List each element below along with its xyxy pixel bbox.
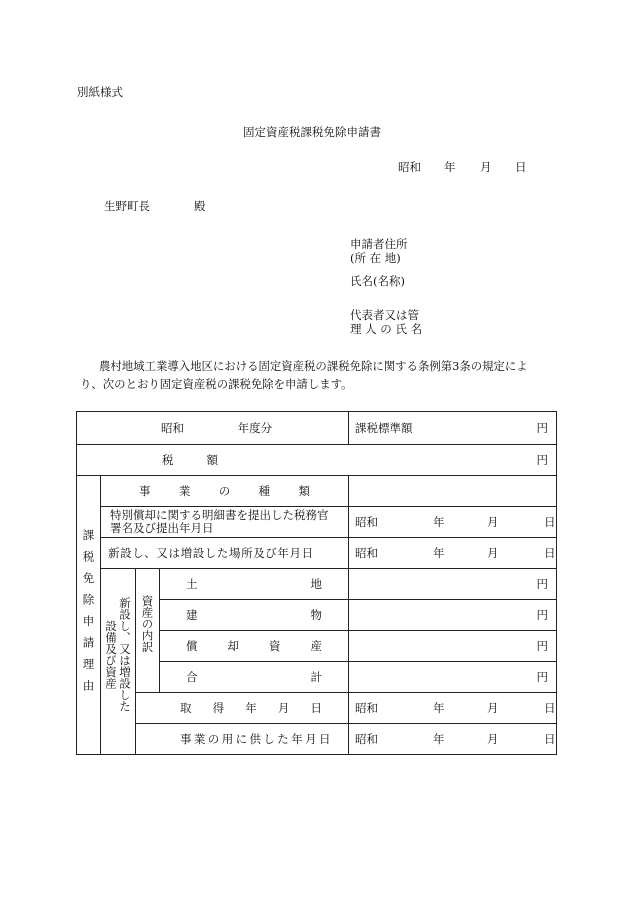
exemption-table [76, 411, 557, 755]
acquire-date-cell [349, 693, 557, 724]
table-row [77, 476, 557, 507]
applicant-name-label: 氏名(名称) [350, 274, 405, 288]
yen-unit: 円 [536, 608, 549, 622]
date-fields [349, 700, 556, 716]
asset-amount-cell [349, 631, 557, 662]
label-char: 業 [178, 484, 191, 498]
date-era: 昭和 [355, 515, 379, 529]
tax-office-label-line-1: 特別償却に関する明細書を提出した税務官 [110, 508, 329, 522]
asset-amount-cell [349, 569, 557, 600]
representative-label-2: 理 人 の 氏 名 [350, 322, 423, 336]
new-facility-label-cell [101, 569, 136, 755]
use-date-cell [349, 724, 557, 755]
date-year: 年 [433, 515, 445, 529]
business-type-value-cell [349, 476, 557, 507]
date-month: 月 [487, 732, 499, 746]
standard-amount-label: 課税標準額 [355, 421, 413, 435]
date-fields [349, 514, 556, 530]
tax-office-label-cell [101, 507, 349, 538]
asset-label-cell [160, 631, 349, 662]
label-char: 得 [212, 701, 225, 715]
date-day: 日 [515, 160, 527, 174]
date-year: 年 [433, 546, 445, 560]
asset-label-cell [160, 600, 349, 631]
date-year: 年 [444, 160, 456, 174]
applicant-address-label: 申請者住所 [350, 237, 408, 251]
table-row [77, 724, 557, 755]
asset-char: 土 [186, 577, 198, 591]
table-row [77, 538, 557, 569]
tax-office-label-line-2: 署名及び提出年月日 [110, 521, 214, 535]
label-char: 日 [310, 701, 322, 715]
fiscal-year-era: 昭和 [161, 421, 184, 435]
asset-char: 却 [227, 639, 239, 653]
asset-char: 物 [310, 608, 323, 622]
date-era: 昭和 [398, 160, 421, 174]
place-date-cell [349, 538, 557, 569]
date-month: 月 [487, 701, 499, 715]
date-year: 年 [433, 732, 445, 746]
tax-amount-label [162, 452, 218, 468]
yen-unit: 円 [536, 453, 549, 467]
addressee-name: 生野町長 [104, 199, 150, 213]
asset-label-cell [160, 569, 349, 600]
label-char: 取 [180, 701, 192, 715]
side-label-cell [77, 476, 101, 755]
use-date-label: 事業の用に供した年月日 [180, 732, 333, 746]
date-fields [349, 545, 556, 561]
date-month: 月 [480, 160, 492, 174]
document-title: 固定資産税課税免除申請書 [243, 125, 381, 139]
place-label-cell [101, 538, 349, 569]
label-char: の [218, 484, 231, 498]
body-text-line-2: り、次のとおり固定資産税の課税免除を申請します。 [80, 377, 353, 391]
label-char: 事 [139, 484, 151, 498]
date-day: 日 [544, 732, 556, 746]
use-date-label-cell [136, 724, 349, 755]
date-day: 日 [544, 546, 556, 560]
new-facility-label: 新設し、又は増設した設備及び資産 [104, 596, 132, 712]
side-label: 課税免除申請理由 [81, 529, 96, 701]
date-month: 月 [487, 515, 499, 529]
asset-char: 合 [186, 670, 198, 684]
body-text-line-1: 農村地域工業導入地区における固定資産税の課税免除に関する条例第3条の規定によ [99, 359, 528, 373]
date-era: 昭和 [355, 701, 379, 715]
date-year: 年 [433, 701, 445, 715]
yen-unit: 円 [536, 577, 549, 591]
asset-char: 産 [310, 639, 322, 653]
representative-label-1: 代表者又は管 [350, 308, 419, 322]
table-row [77, 507, 557, 538]
breakdown-label-cell [136, 569, 160, 693]
table-row [77, 569, 557, 600]
label-char: 月 [277, 701, 290, 715]
tax-amount-cell [77, 445, 557, 476]
tax-office-date-cell [349, 507, 557, 538]
standard-amount-cell [349, 412, 557, 445]
asset-char: 資 [269, 639, 281, 653]
date-month: 月 [487, 546, 499, 560]
yen-unit: 円 [536, 670, 549, 684]
date-era: 昭和 [355, 546, 379, 560]
form-label: 別紙様式 [77, 85, 123, 99]
asset-char: 計 [310, 670, 323, 684]
fiscal-year-cell [77, 412, 349, 445]
addressee-honorific: 殿 [194, 199, 206, 213]
applicant-location-label: (所 在 地) [350, 251, 401, 265]
tax-amount-char: 額 [206, 453, 218, 467]
acquire-date-label-cell [136, 693, 349, 724]
asset-amount-cell [349, 600, 557, 631]
table-row [77, 693, 557, 724]
label-char: 年 [245, 701, 257, 715]
yen-unit: 円 [536, 421, 549, 435]
table-row [77, 445, 557, 476]
date-fields [349, 731, 556, 747]
label-char: 類 [298, 484, 310, 498]
label-char: 種 [258, 484, 271, 498]
asset-char: 地 [310, 577, 323, 591]
business-type-label-cell [101, 476, 349, 507]
tax-amount-char: 税 [162, 453, 174, 467]
asset-char: 建 [186, 608, 198, 622]
business-type-label [101, 483, 348, 499]
fiscal-year-label: 年度分 [237, 421, 273, 435]
date-day: 日 [544, 515, 556, 529]
yen-unit: 円 [536, 639, 549, 653]
date-day: 日 [544, 701, 556, 715]
asset-amount-cell [349, 662, 557, 693]
asset-label-cell [160, 662, 349, 693]
table-row [77, 412, 557, 445]
date-era: 昭和 [355, 732, 379, 746]
asset-char: 償 [186, 639, 198, 653]
breakdown-label: 資産の内訳 [140, 595, 155, 653]
place-label: 新設し、又は増設した場所及び年月日 [108, 546, 314, 560]
